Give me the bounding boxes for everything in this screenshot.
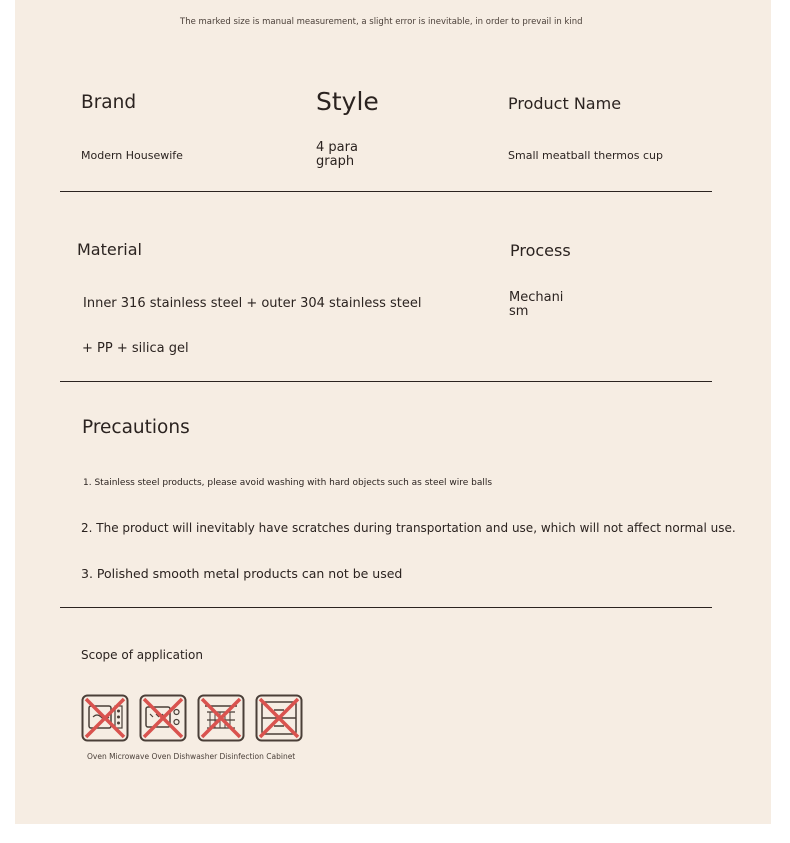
material-value-line2: + PP + silica gel xyxy=(82,341,189,356)
material-value-line1: Inner 316 stainless steel + outer 304 stainless steel xyxy=(83,296,422,311)
appliance-caption: Oven Microwave Oven Dishwasher Disinfection Cabinet xyxy=(87,752,296,761)
disinfection-cabinet-icon xyxy=(255,694,303,742)
material-label: Material xyxy=(77,240,142,259)
spec-sheet xyxy=(15,0,771,824)
scope-title: Scope of application xyxy=(81,648,203,662)
precautions-title: Precautions xyxy=(82,417,190,438)
style-value: 4 para graph xyxy=(316,140,358,169)
appliance-icons xyxy=(81,694,303,742)
product-name-label: Product Name xyxy=(508,94,622,113)
oven-icon xyxy=(81,694,129,742)
style-label: Style xyxy=(316,87,379,116)
precaution-item: 1. Stainless steel products, please avoid washing with hard objects such as steel wire balls xyxy=(83,478,493,488)
brand-label: Brand xyxy=(81,92,137,113)
measurement-note: The marked size is manual measurement, a slight error is inevitable, in order to prevail in kind xyxy=(180,17,583,27)
brand-value: Modern Housewife xyxy=(81,149,183,162)
divider xyxy=(60,191,712,192)
microwave-icon xyxy=(139,694,187,742)
dishwasher-icon xyxy=(197,694,245,742)
precaution-item: 3. Polished smooth metal products can not be used xyxy=(81,566,403,581)
divider xyxy=(60,607,712,608)
precaution-item: 2. The product will inevitably have scratches during transportation and use, which will not affect normal use. xyxy=(81,521,736,535)
divider xyxy=(60,381,712,382)
process-label: Process xyxy=(510,241,571,260)
product-name-value: Small meatball thermos cup xyxy=(508,149,663,162)
process-value: Mechanism xyxy=(509,290,564,319)
